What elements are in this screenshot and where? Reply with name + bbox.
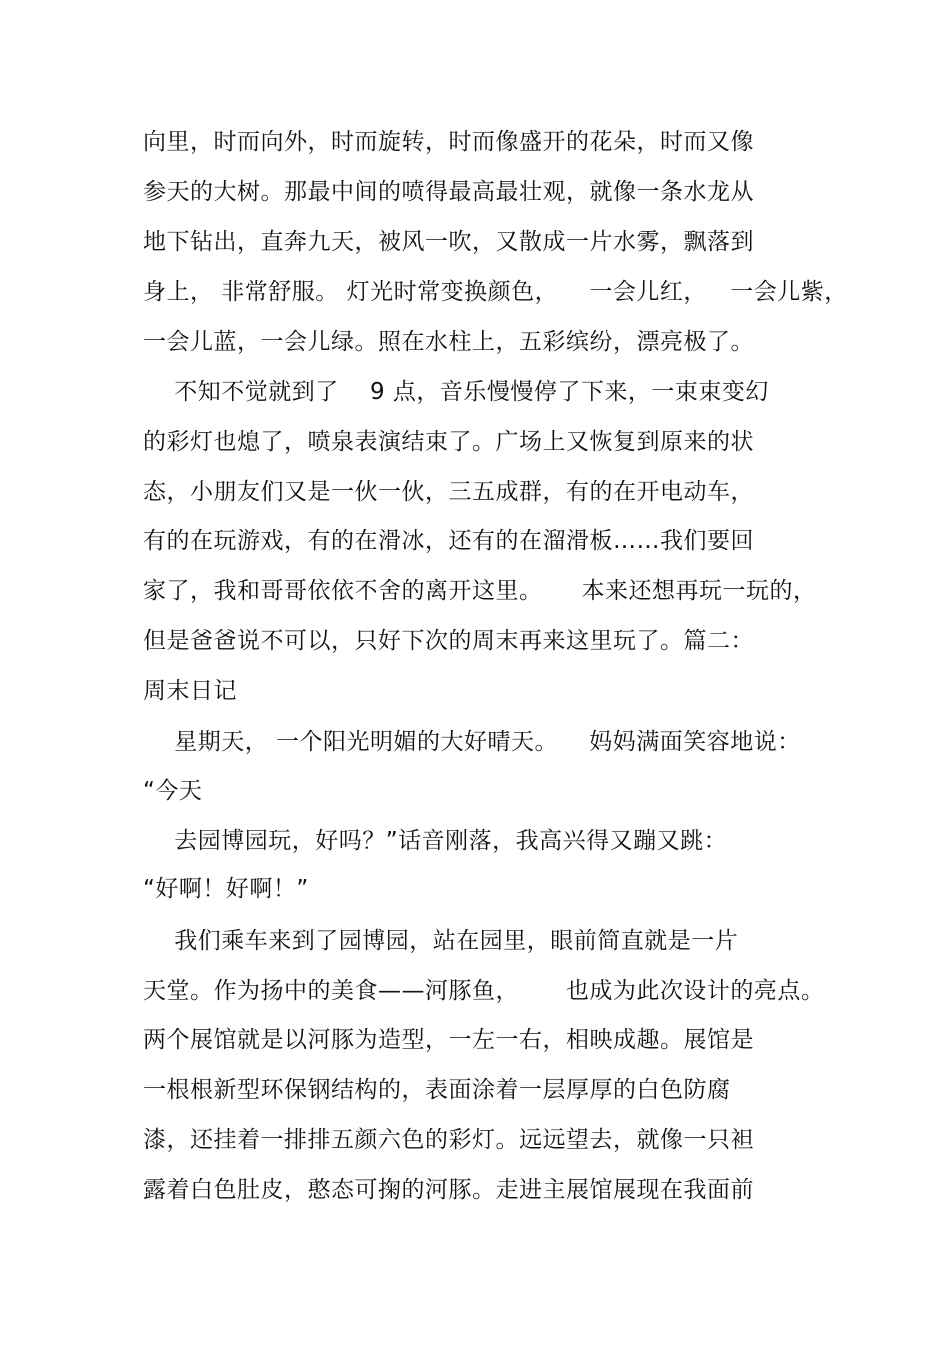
text-line-15: 去园博园玩，好吗？”话音刚落，我高兴得又蹦又跳： bbox=[143, 828, 728, 854]
text-line-5: 一会儿蓝，一会儿绿。照在水柱上，五彩缤纷，漂亮极了。 bbox=[143, 329, 754, 355]
text-line-6: 不知不觉就到了 9 点，音乐慢慢停了下来，一束束变幻 bbox=[143, 379, 769, 405]
text-line-13: 星期天， 一个阳光明媚的大好晴天。 妈妈满面笑容地说： bbox=[143, 729, 801, 755]
text-line-2: 参天的大树。那最中间的喷得最高最壮观，就像一条水龙从 bbox=[143, 179, 754, 205]
text-line-22: 露着白色肚皮，憨态可掬的河豚。走进主展馆展现在我面前 bbox=[143, 1177, 754, 1203]
text-line-20: 一根根新型环保钢结构的，表面涂着一层厚厚的白色防腐 bbox=[143, 1077, 731, 1103]
text-line-8: 态，小朋友们又是一伙一伙，三五成群，有的在开电动车， bbox=[143, 479, 754, 505]
text-line-7: 的彩灯也熄了，喷泉表演结束了。广场上又恢复到原来的状 bbox=[143, 429, 754, 455]
text-line-9: 有的在玩游戏，有的在滑冰，还有的在溜滑板……我们要回 bbox=[143, 528, 754, 554]
text-line-18: 天堂。作为扬中的美食——河豚鱼， 也成为此次设计的亮点。 bbox=[143, 978, 825, 1004]
text-line-10: 家了，我和哥哥依依不舍的离开这里。 本来还想再玩一玩的， bbox=[143, 578, 817, 604]
text-line-19: 两个展馆就是以河豚为造型，一左一右，相映成趣。展馆是 bbox=[143, 1027, 754, 1053]
text-line-1: 向里，时而向外，时而旋转，时而像盛开的花朵，时而又像 bbox=[143, 129, 754, 155]
text-line-16: “好啊！好啊！” bbox=[143, 876, 309, 902]
text-line-14: “今天 bbox=[143, 778, 203, 804]
text-line-4: 身上， 非常舒服。 灯光时常变换颜色， 一会儿红， 一会儿紫， bbox=[143, 279, 848, 305]
text-line-21: 漆，还挂着一排排五颜六色的彩灯。远远望去，就像一只袒 bbox=[143, 1127, 754, 1153]
text-line-17: 我们乘车来到了园博园，站在园里，眼前简直就是一片 bbox=[143, 928, 739, 954]
text-line-12: 周末日记 bbox=[143, 678, 237, 704]
text-line-11: 但是爸爸说不可以，只好下次的周末再来这里玩了。篇二： bbox=[143, 628, 754, 654]
text-line-3: 地下钻出，直奔九天，被风一吹，又散成一片水雾，飘落到 bbox=[143, 229, 754, 255]
